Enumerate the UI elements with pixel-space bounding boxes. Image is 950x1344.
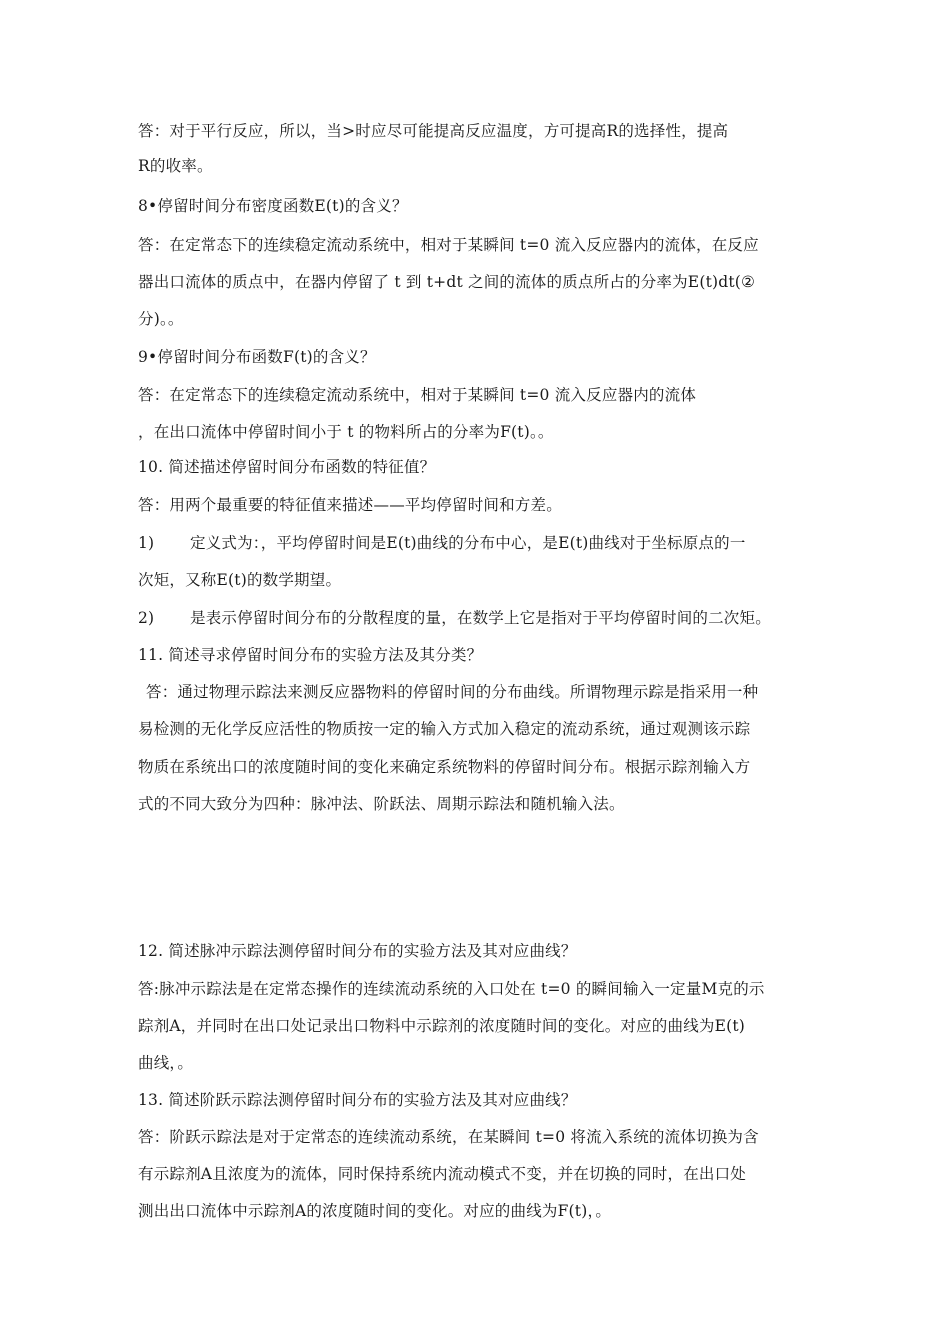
- list-item: [138, 533, 746, 553]
- question-9: 9•停留时间分布函数F(t)的含义？: [138, 348, 376, 366]
- list-number: 1): [138, 534, 155, 552]
- answer-line: 踪剂A，并同时在出口处记录出口物料中示踪剂的浓度随时间的变化。对应的曲线为E(t): [138, 1017, 746, 1035]
- list-text: 是表示停留时间分布的分散程度的量，在数学上它是指对于平均停留时间的二次矩。: [190, 609, 771, 627]
- answer-line: 答：通过物理示踪法来测反应器物料的停留时间的分布曲线。所谓物理示踪是指采用一种: [146, 683, 759, 701]
- answer-line: 式的不同大致分为四种：脉冲法、阶跃法、周期示踪法和随机输入法。: [138, 795, 625, 813]
- question-10: 10. 简述描述停留时间分布函数的特征值？: [138, 458, 436, 476]
- answer-line: 物质在系统出口的浓度随时间的变化来确定系统物料的停留时间分布。根据示踪剂输入方: [138, 758, 751, 776]
- answer-line: 答：用两个最重要的特征值来描述——平均停留时间和方差。: [138, 496, 562, 514]
- answer-line: 答:脉冲示踪法是在定常态操作的连续流动系统的入口处在 t=0 的瞬间输入一定量M克的示: [138, 980, 765, 998]
- answer-line: 次矩，又称E(t)的数学期望。: [138, 571, 342, 589]
- answer-line: 曲线，。: [138, 1054, 194, 1072]
- question-12: 12. 简述脉冲示踪法测停留时间分布的实验方法及其对应曲线？: [138, 942, 577, 960]
- answer-line: 答：在定常态下的连续稳定流动系统中，相对于某瞬间 t=0 流入反应器内的流体，在反应: [138, 236, 759, 254]
- answer-line: 答：对于平行反应，所以，当>时应尽可能提高反应温度，方可提高R的选择性，提高: [138, 122, 729, 140]
- question-8: 8•停留时间分布密度函数E(t)的含义？: [138, 197, 408, 215]
- list-item: [138, 608, 771, 628]
- answer-line: 分)。。: [138, 310, 184, 328]
- answer-line: 答：阶跃示踪法是对于定常态的连续流动系统，在某瞬间 t=0 将流入系统的流体切换为含: [138, 1128, 759, 1146]
- list-number: 2): [138, 609, 155, 627]
- answer-line: 答：在定常态下的连续稳定流动系统中，相对于某瞬间 t=0 流入反应器内的流体: [138, 386, 697, 404]
- question-11: 11. 简述寻求停留时间分布的实验方法及其分类？: [138, 646, 483, 664]
- answer-line: R的收率。: [138, 157, 213, 175]
- question-13: 13. 简述阶跃示踪法测停留时间分布的实验方法及其对应曲线？: [138, 1091, 577, 1109]
- answer-line: 有示踪剂A且浓度为的流体，同时保持系统内流动模式不变，并在切换的同时，在出口处: [138, 1165, 746, 1183]
- answer-line: 器出口流体的质点中，在器内停留了 t 到 t+dt 之间的流体的质点所占的分率为E(t)dt(②: [138, 273, 756, 291]
- answer-line: 易检测的无化学反应活性的物质按一定的输入方式加入稳定的流动系统，通过观测该示踪: [138, 720, 751, 738]
- answer-line: 测出出口流体中示踪剂A的浓度随时间的变化。对应的曲线为F(t)，。: [138, 1202, 612, 1220]
- answer-line: ，在出口流体中停留时间小于 t 的物料所占的分率为F(t)。。: [138, 423, 554, 441]
- list-text: 定义式为：，平均停留时间是E(t)曲线的分布中心，是E(t)曲线对于坐标原点的一: [190, 534, 746, 552]
